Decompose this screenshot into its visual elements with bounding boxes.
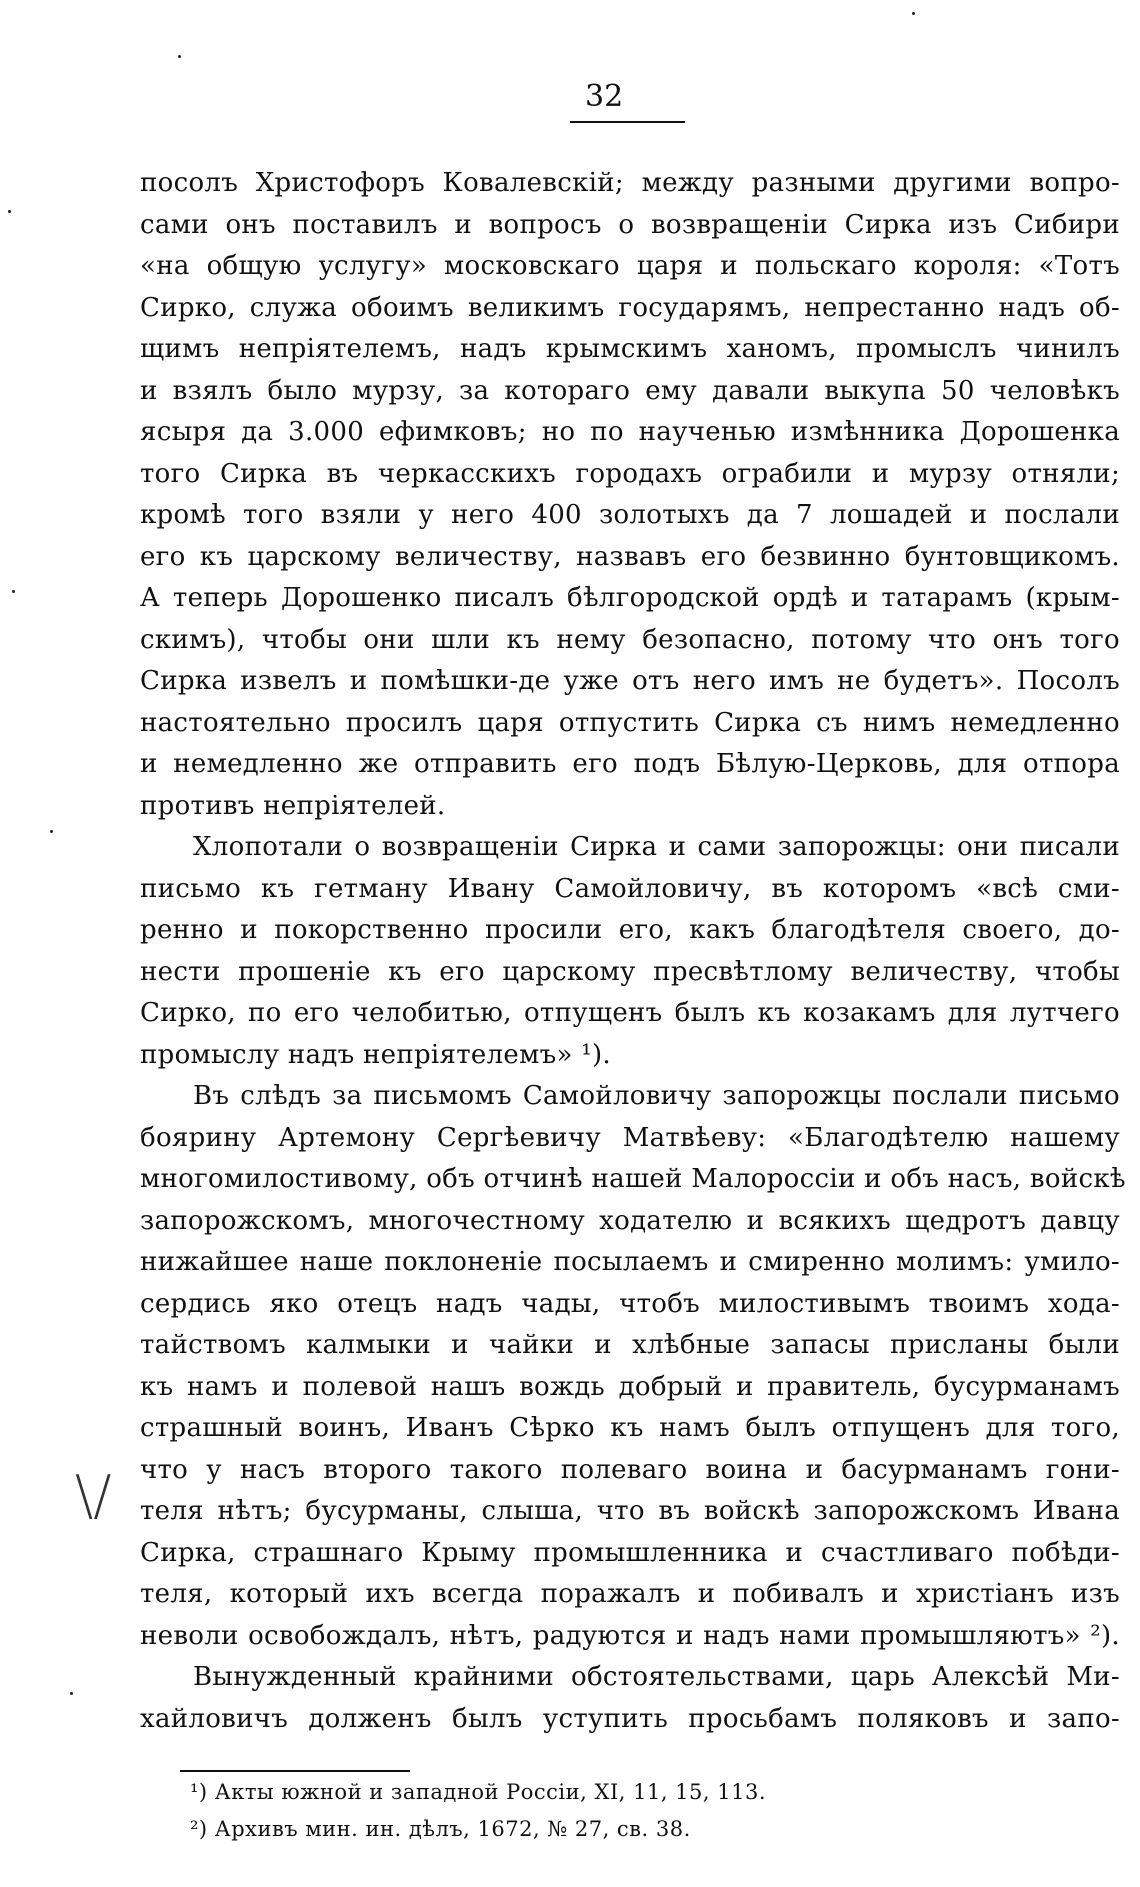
text-line: хайловичъ долженъ былъ уступить просьбамъ поляковъ и запо-: [140, 1703, 1120, 1734]
text-line: щимъ непріятелемъ, надъ крымскимъ ханомъ, промыслъ чинилъ: [140, 334, 1120, 364]
footnotes: [190, 1774, 1090, 1848]
text-line: письмо къ гетману Ивану Самойловичу, въ которомъ «всѣ сми-: [140, 873, 1120, 904]
text-line: скимъ), чтобы они шли къ нему безопасно, потому что онъ того: [140, 624, 1120, 655]
text-line: сами онъ поставилъ и вопросъ о возвращеніи Сирка изъ Сибири: [140, 209, 1120, 240]
scan-speck: [50, 830, 53, 833]
scan-speck: [70, 1692, 73, 1695]
text-line: и взялъ было мурзу, за котораго ему давали выкупа 50 человѣкъ: [140, 375, 1120, 406]
text-line: сердись яко отецъ надъ чады, чтобъ милостивымъ твоимъ хода-: [140, 1288, 1120, 1319]
main-text: [140, 163, 1126, 1740]
text-line: его къ царскому величеству, назвавъ его безвинно бунтовщикомъ.: [140, 541, 1120, 572]
text-line: неволи освобождалъ, нѣтъ, радуются и надъ нами промышляютъ» ²).: [140, 1620, 1120, 1651]
text-line: противъ непріятелей.: [140, 790, 446, 821]
text-line: кромѣ того взяли у него 400 золотыхъ да 7 лошадей и послали: [140, 500, 1120, 530]
text-line: Хлопотали о возвращеніи Сирка и сами запорожцы: они писали: [193, 832, 1120, 862]
text-line: тайствомъ калмыки и чайки и хлѣбные запасы присланы были: [140, 1330, 1120, 1360]
text-line: Въ слѣдъ за письмомъ Самойловичу запорожцы послали письмо: [193, 1081, 1120, 1111]
page-number: 32: [585, 79, 624, 114]
scan-speck: [8, 210, 11, 213]
text-line: Сирко, служа обоимъ великимъ государямъ, непрестанно надъ об-: [140, 292, 1120, 323]
text-line: боярину Артемону Сергѣевичу Матвѣеву: «Благодѣтелю нашему: [140, 1122, 1120, 1153]
text-line: Сирка извелъ и помѣшки-де уже отъ него имъ не будетъ». Посолъ: [140, 666, 1120, 696]
text-line: нести прошеніе къ его царскому пресвѣтлому величеству, чтобы: [140, 956, 1120, 987]
text-line: Вынужденный крайними обстоятельствами, царь Алексѣй Ми-: [193, 1662, 1120, 1692]
handwritten-margin-mark: \/: [75, 1464, 112, 1527]
text-line: того Сирка въ черкасскихъ городахъ ограбили и мурзу отняли;: [140, 458, 1120, 489]
text-line: къ намъ и полевой нашъ вождь добрый и правитель, бусурманамъ: [140, 1371, 1120, 1402]
text-line: «на общую услугу» московскаго царя и польскаго короля: «Тотъ: [140, 251, 1120, 281]
text-line: запорожскомъ, многочестному ходателю и всякихъ щедротъ давцу: [140, 1205, 1120, 1236]
scan-speck: [912, 12, 915, 15]
text-line: ренно и покорственно просили его, какъ благодѣтеля своего, до-: [140, 915, 1120, 945]
page-number-rule: [570, 121, 685, 123]
scan-speck: [12, 590, 15, 593]
text-line: что у насъ второго такого полеваго воина и басурманамъ гони-: [140, 1454, 1120, 1485]
text-line: и немедленно же отправить его подъ Бѣлую-Церковь, для отпора: [140, 749, 1120, 779]
text-line: теля, который ихъ всегда поражалъ и побивалъ и христіанъ изъ: [140, 1579, 1120, 1609]
scan-speck: [178, 55, 181, 58]
text-line: Сирко, по его челобитью, отпущенъ былъ къ козакамъ для лутчего: [140, 998, 1120, 1028]
footnote: ¹) Акты южной и западной Россіи, XI, 11, 15, 113.: [190, 1780, 766, 1804]
text-line: ясыря да 3.000 ефимковъ; но по наученью измѣнника Дорошенка: [140, 417, 1120, 447]
text-line: промыслу надъ непріятелемъ» ¹).: [140, 1039, 611, 1070]
footnote-rule: [180, 1770, 410, 1772]
text-line: многомилостивому, объ отчинѣ нашей Малороссіи и объ насъ, войскѣ: [140, 1164, 1126, 1194]
text-line: А теперь Дорошенко писалъ бѣлгородской ордѣ и татарамъ (крым-: [140, 583, 1120, 613]
text-line: настоятельно просилъ царя отпустить Сирка съ нимъ немедленно: [140, 707, 1120, 738]
text-line: страшный воинъ, Иванъ Сѣрко къ намъ былъ отпущенъ для того,: [140, 1413, 1120, 1443]
text-line: Сирка, страшнаго Крыму промышленника и счастливаго побѣди-: [140, 1537, 1120, 1568]
text-line: нижайшее наше поклоненіе посылаемъ и смиренно молимъ: умило-: [140, 1247, 1120, 1277]
footnote: ²) Архивъ мин. ин. дѣлъ, 1672, № 27, св. 38.: [190, 1817, 691, 1841]
text-line: теля нѣтъ; бусурманы, слыша, что въ войскѣ запорожскомъ Ивана: [140, 1496, 1120, 1526]
text-line: посолъ Христофоръ Ковалевскій; между разными другими вопро-: [140, 168, 1120, 198]
